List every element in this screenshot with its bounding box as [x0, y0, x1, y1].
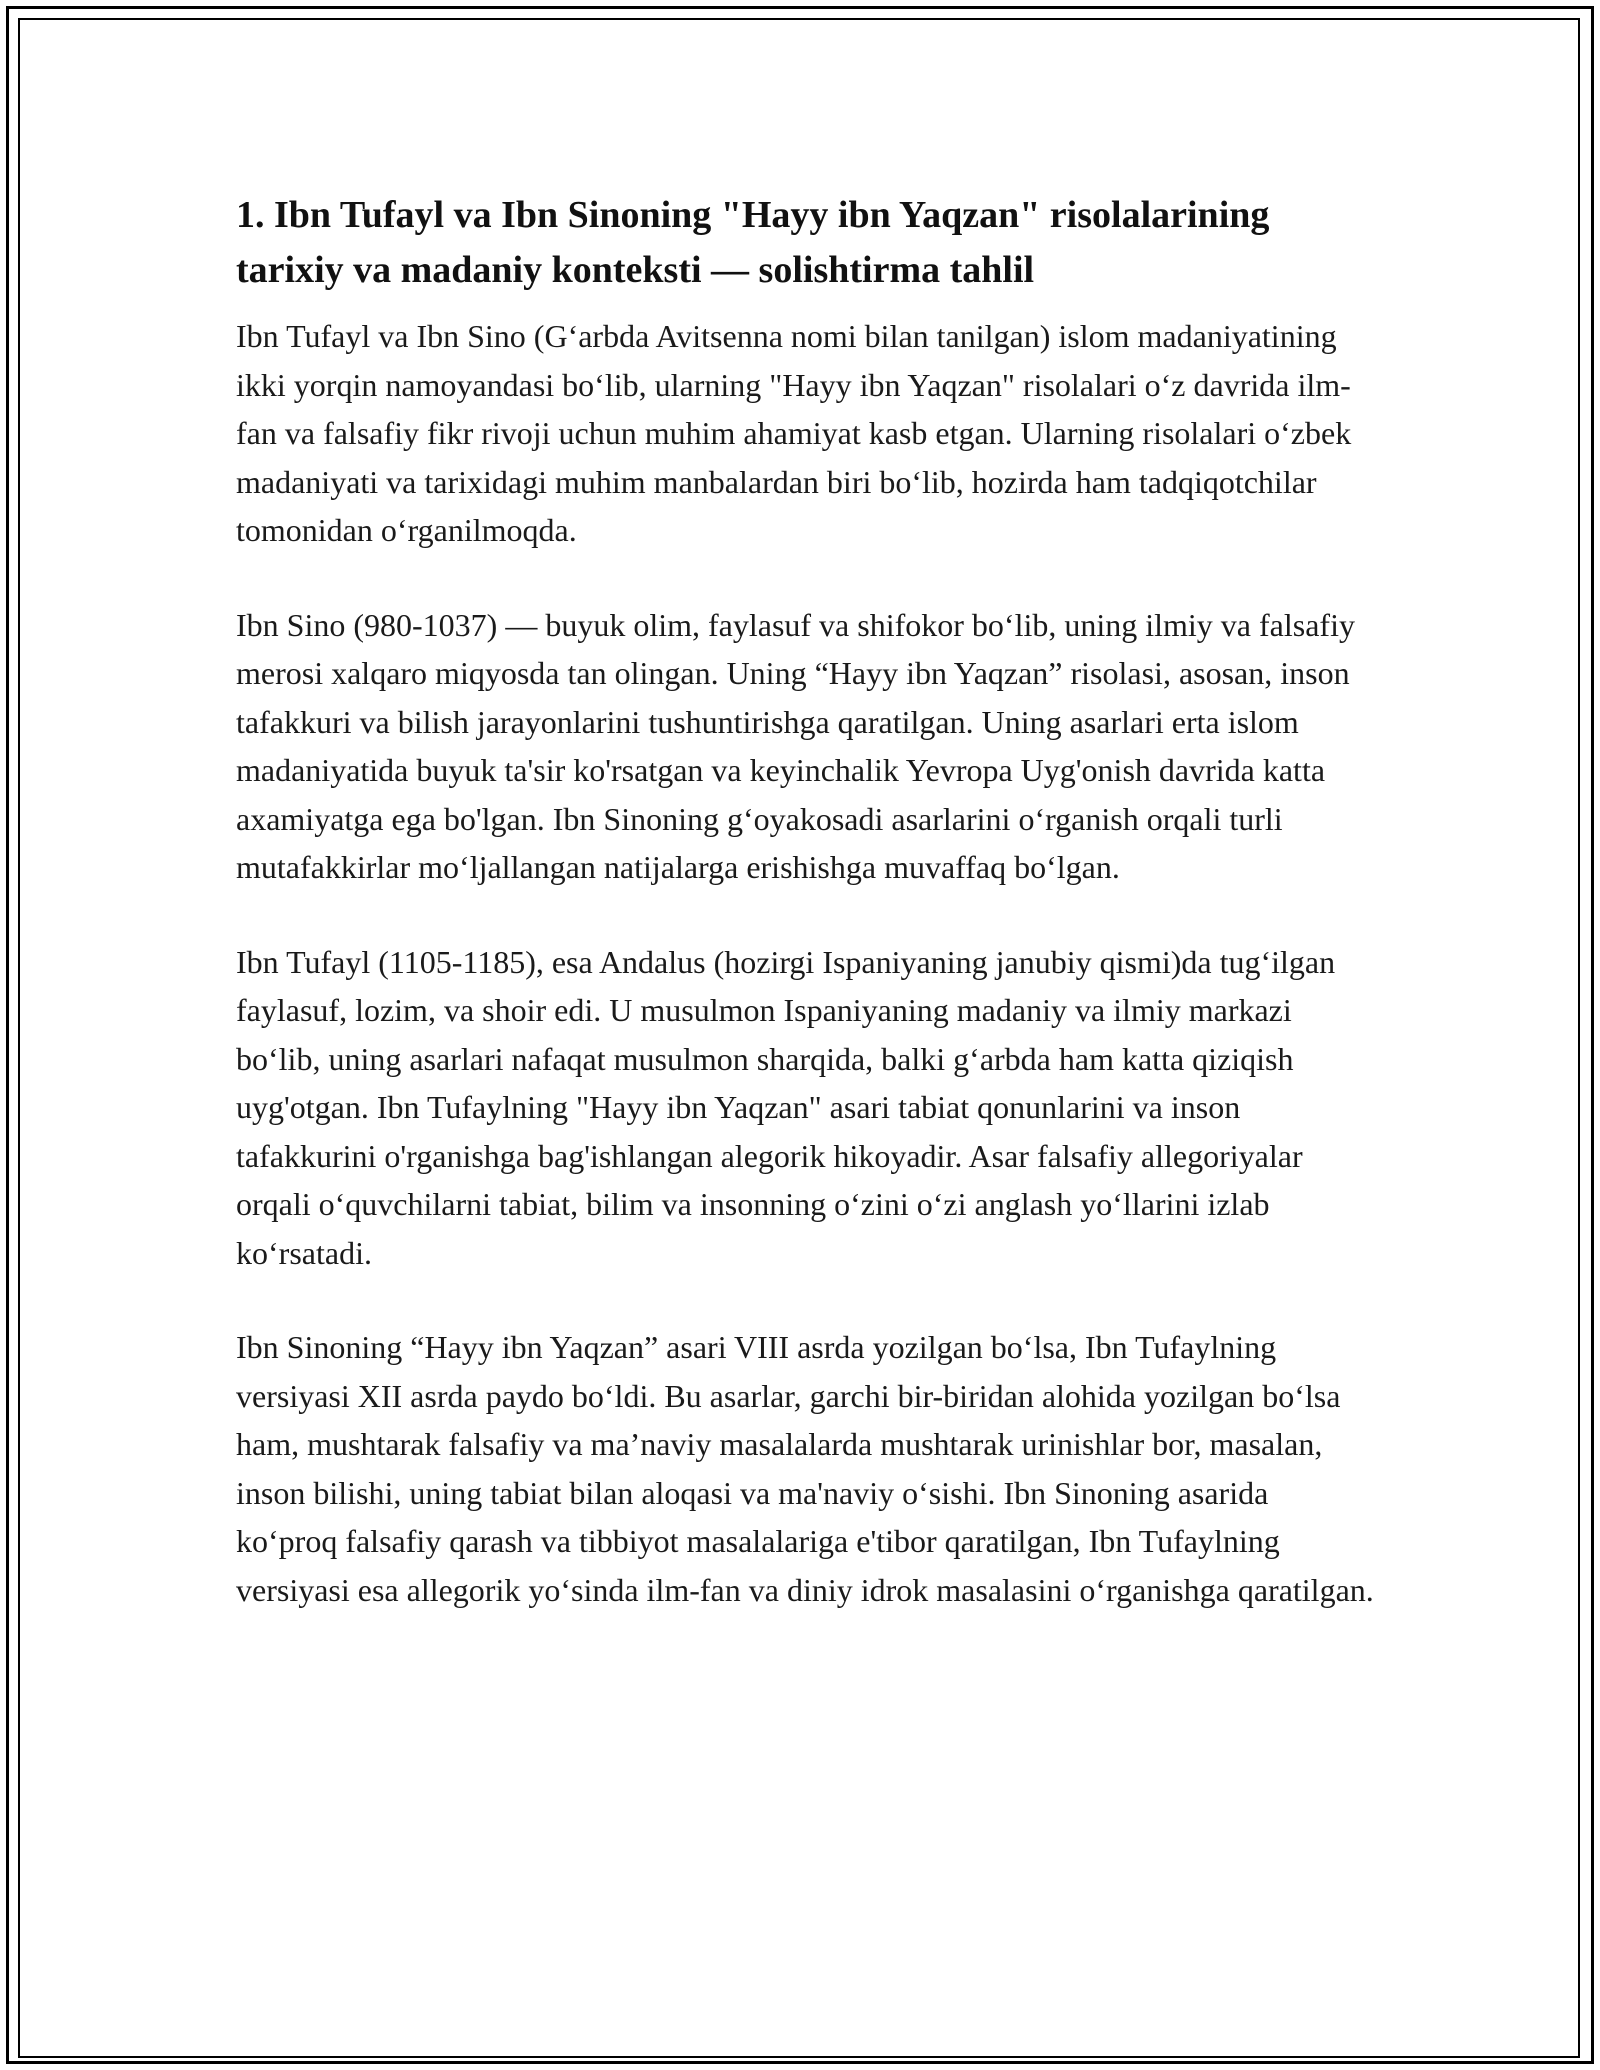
section-heading: 1. Ibn Tufayl va Ibn Sinoning "Hayy ibn Yaqzan" risolalarining tarixiy va madaniy konteksti — solishtirma tahlil	[236, 194, 1270, 291]
paragraph-ibn-tufayl: Ibn Tufayl (1105-1185), esa Andalus (hozirgi Ispaniyaning janubiy qismi)da tug‘ilgan faylasuf, lozim, va shoir edi. U musulmon Ispaniyaning madaniy va ilmiy markazi bo‘lib, uning asarlari nafaqat musulmon sharqida, balki g‘arbda ham katta qiziqish uyg'otgan. Ibn Tufaylning "Hayy ibn Yaqzan" asari tabiat qonunlarini va inson tafakkurini o'rganishga bag'ishlangan alegorik hikoyadir. Asar falsafiy allegoriyalar orqali o‘quvchilarni tabiat, bilim va insonning o‘zini o‘zi anglash yo‘llarini izlab ko‘rsatadi.	[236, 943, 1336, 1271]
paragraph-ibn-sino: Ibn Sino (980-1037) — buyuk olim, faylasuf va shifokor bo‘lib, uning ilmiy va falsafiy merosi xalqaro miqyosda tan olingan. Uning “Hayy ibn Yaqzan” risolasi, asosan, inson tafakkuri va bilish jarayonlarini tushuntirishga qaratilgan. Uning asarlari erta islom madaniyatida buyuk ta'sir ko'rsatgan va keyinchalik Yevropa Uyg'onish davrida katta axamiyatga ega bo'lgan. Ibn Sinoning g‘oyakosadi asarlarini o‘rganish orqali turli mutafakkirlar mo‘ljallangan natijalarga erishishga muvaffaq bo‘lgan.	[236, 606, 1355, 885]
document-body	[236, 188, 1376, 1614]
paragraph-comparison: Ibn Sinoning “Hayy ibn Yaqzan” asari VIII asrda yozilgan bo‘lsa, Ibn Tufaylning versiyasi XII asrda paydo bo‘ldi. Bu asarlar, garchi bir-biridan alohida yozilgan bo‘lsa ham, mushtarak falsafiy va ma’naviy masalalarda mushtarak urinishlar bor, masalan, inson bilishi, uning tabiat bilan aloqasi va ma'naviy o‘sishi. Ibn Sinoning asarida ko‘proq falsafiy qarash va tibbiyot masalalariga e'tibor qaratilgan, Ibn Tufaylning versiyasi esa allegorik yo‘sinda ilm-fan va diniy idrok masalasini o‘rganishga qaratilgan.	[236, 1329, 1374, 1608]
paragraph-intro: Ibn Tufayl va Ibn Sino (G‘arbda Avitsenna nomi bilan tanilgan) islom madaniyatining ikki yorqin namoyandasi bo‘lib, ularning "Hayy ibn Yaqzan" risolalari o‘z davrida ilm-fan va falsafiy fikr rivoji uchun muhim ahamiyat kasb etgan. Ularning risolalari o‘zbek madaniyati va tarixidagi muhim manbalardan biri bo‘lib, hozirda ham tadqiqotchilar tomonidan o‘rganilmoqda.	[236, 318, 1352, 548]
